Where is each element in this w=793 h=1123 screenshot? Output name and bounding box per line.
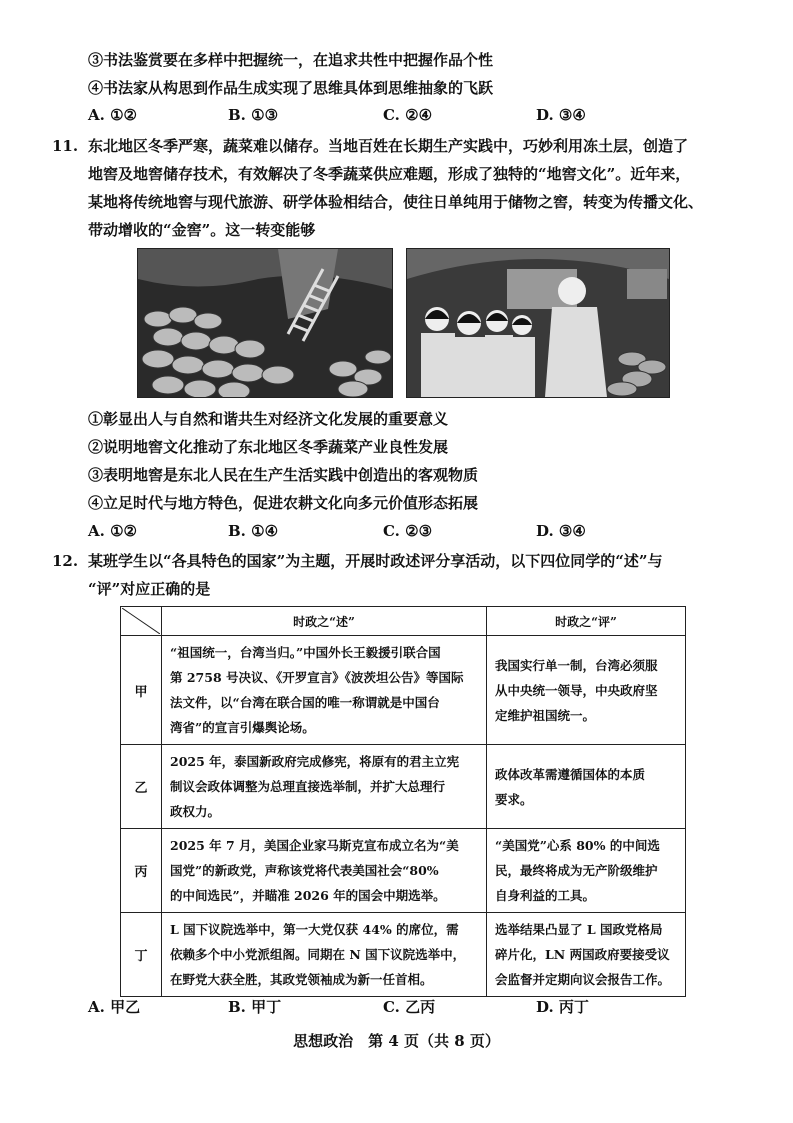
option-d: D. 丙丁	[536, 998, 589, 1016]
q11-item-4: ④立足时代与地方特色，促进农耕文化向多元价值形态拓展	[88, 494, 479, 512]
header-ping: 时政之“评”	[487, 607, 686, 636]
cellar-storage-illustration	[138, 249, 392, 397]
option-a: A. 甲乙	[88, 998, 141, 1016]
q12-options	[88, 996, 708, 1018]
row-label: 乙	[121, 745, 162, 829]
row-shu: L 国下议院选举中，第一大党仅获 44% 的席位，需 依赖多个中小党派组阁。同期在 N 国下议院选举中， 在野党大获全胜，其政党领袖成为新一任首相。	[162, 913, 487, 997]
table-row	[121, 829, 686, 913]
option-c: C. ②③	[383, 522, 433, 540]
question-number: 12.	[52, 552, 79, 570]
row-label: 甲	[121, 636, 162, 745]
header-shu: 时政之“述”	[162, 607, 487, 636]
row-ping: 政体改革需遵循国体的本质 要求。	[487, 745, 686, 829]
q11-item-3: ③表明地窖是东北人民在生产生活实践中创造出的客观物质	[88, 466, 479, 484]
row-label: 丙	[121, 829, 162, 913]
table-row	[121, 745, 686, 829]
cellar-storage-photo	[137, 248, 393, 398]
q11-options	[88, 522, 708, 544]
q11-item-2: ②说明地窖文化推动了东北地区冬季蔬菜产业良性发展	[88, 438, 449, 456]
prev-item-4: ④书法家从构思到作品生成实现了思维具体到思维抽象的飞跃	[88, 79, 494, 97]
option-c: C. ②④	[383, 106, 433, 124]
prev-item-3: ③书法鉴赏要在多样中把握统一，在追求共性中把握作品个性	[88, 51, 494, 69]
diagonal-corner-cell	[121, 607, 162, 636]
option-b: B. ①④	[228, 522, 279, 540]
option-d: D. ③④	[536, 522, 586, 540]
option-a: A. ①②	[88, 522, 137, 540]
q11-stem-line: 东北地区冬季严寒，蔬菜难以储存。当地百姓在长期生产实践中，巧妙利用冻土层，创造了	[88, 137, 689, 155]
q11-stem-line: 地窖及地窖储存技术，有效解决了冬季蔬菜供应难题，形成了独特的“地窖文化”。近年来，	[88, 165, 691, 183]
option-b: B. ①③	[228, 106, 279, 124]
row-ping: 我国实行单一制，台湾必须服 从中央统一领导，中央政府坚 定维护祖国统一。	[487, 636, 686, 745]
option-a: A. ①②	[88, 106, 137, 124]
row-shu: 2025 年 7 月，美国企业家马斯克宣布成立名为“美 国党”的新政党，声称该党将代表美国社会“80% 的中间选民”，并瞄准 2026 年的国会中期选举。	[162, 829, 487, 913]
students-cellar-tour-photo	[406, 248, 670, 398]
option-c: C. 乙丙	[383, 998, 436, 1016]
students-tour-illustration	[407, 249, 669, 397]
table-row	[121, 636, 686, 745]
q11-stem-line: 某地将传统地窖与现代旅游、研学体验相结合，使往日单纯用于储物之窖，转变为传播文化、	[88, 193, 704, 211]
table-row	[121, 913, 686, 997]
row-shu: 2025 年，泰国新政府完成修宪，将原有的君主立宪 制议会政体调整为总理直接选举制，并扩大总理行 政权力。	[162, 745, 487, 829]
row-ping: 选举结果凸显了 L 国政党格局 碎片化，LN 两国政府要接受议 会监督并定期向议会报告工作。	[487, 913, 686, 997]
q12-stem-line: 某班学生以“各具特色的国家”为主题，开展时政述评分享活动，以下四位同学的“述”与	[88, 552, 663, 570]
question-number: 11.	[52, 137, 79, 155]
option-b: B. 甲丁	[228, 998, 282, 1016]
q12-stem-line: “评”对应正确的是	[88, 580, 211, 598]
diagonal-line	[122, 608, 160, 634]
commentary-table	[120, 606, 686, 997]
row-shu: “祖国统一，台湾当归。”中国外长王毅援引联合国 第 2758 号决议、《开罗宣言》《波茨坦公告》等国际 法文件，以“台湾在联合国的唯一称谓就是中国台 湾省”的宣言引爆舆论场。	[162, 636, 487, 745]
row-label: 丁	[121, 913, 162, 997]
option-d: D. ③④	[536, 106, 586, 124]
page-footer: 思想政治 第 4 页（共 8 页）	[293, 1032, 500, 1050]
table-header-row	[121, 607, 686, 636]
row-ping: “美国党”心系 80% 的中间选 民，最终将成为无产阶级维护 自身利益的工具。	[487, 829, 686, 913]
prev-options	[88, 106, 708, 128]
q11-stem-line: 带动增收的“金窖”。这一转变能够	[88, 221, 316, 239]
q11-item-1: ①彰显出人与自然和谐共生对经济文化发展的重要意义	[88, 410, 449, 428]
